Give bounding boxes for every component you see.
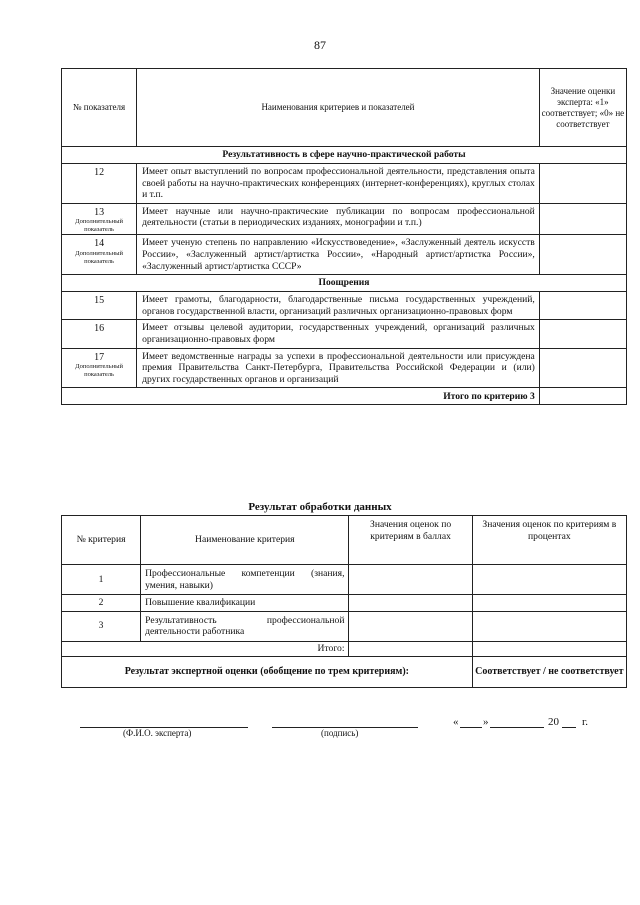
row-sub: Дополнительный показатель xyxy=(75,249,123,265)
itogo-points-cell[interactable] xyxy=(349,641,472,656)
header-num: № показателя xyxy=(62,69,137,147)
row-num: 16 xyxy=(94,323,105,335)
table-row xyxy=(62,235,627,275)
criterion-num: 3 xyxy=(62,611,141,641)
expert-result-label: Результат экспертной оценки (обобщение по трем критериям): xyxy=(62,656,473,687)
row-text: Имеет ведомственные награды за успехи в профессиональной деятельности или присуждена премия Правительства Санкт-Петербурга, Правительства Российской Федерации и (или) других государственных органов и организаций xyxy=(137,348,540,388)
criterion-num: 2 xyxy=(62,595,141,612)
criterion-num: 1 xyxy=(62,565,141,595)
table-row xyxy=(62,320,627,348)
results-header-points: Значения оценок по критериям в баллах xyxy=(349,516,472,565)
results-header-percent: Значения оценок по критериям в процентах xyxy=(472,516,626,565)
date-year-line[interactable] xyxy=(562,727,576,728)
percent-cell[interactable] xyxy=(472,595,626,612)
row-num: 13 xyxy=(94,206,105,218)
criterion-name: Повышение квалификации xyxy=(141,595,349,612)
table-row xyxy=(62,565,627,595)
table-row xyxy=(62,164,627,204)
percent-cell[interactable] xyxy=(472,565,626,595)
score-cell[interactable] xyxy=(539,235,626,275)
criteria-header-row xyxy=(62,69,627,147)
date-year-suffix: г. xyxy=(582,716,589,728)
row-num: 17 xyxy=(94,351,105,363)
sign-label: (подпись) xyxy=(321,728,359,738)
page-number: 87 xyxy=(314,38,326,52)
itogo-label: Итого: xyxy=(62,641,349,656)
score-cell[interactable] xyxy=(539,320,626,348)
results-header-name: Наименование критерия xyxy=(141,516,349,565)
date-month-line[interactable] xyxy=(490,727,544,728)
table-row xyxy=(62,203,627,235)
score-cell[interactable] xyxy=(539,203,626,235)
row-text: Имеет ученую степень по направлению «Искусствоведение», «Заслуженный деятель искусств России», «Заслуженный артист/артистка России», «Народный артист/артистка России», «Заслуженный артист/артистка СССР» xyxy=(137,235,540,275)
header-value: Значение оценки эксперта: «1» соответствует; «0» не соответствует xyxy=(539,69,626,147)
criterion-name: Результативность профессиональной деятельности работника xyxy=(141,611,349,641)
total-cell[interactable] xyxy=(539,388,626,405)
date-year-prefix: 20 xyxy=(548,716,559,728)
row-text: Имеет грамоты, благодарности, благодарственные письма государственных учреждений, органов государственной власти, организаций различных организационно-правовых форм xyxy=(137,292,540,320)
row-num: 14 xyxy=(94,238,105,250)
row-num: 12 xyxy=(94,167,105,178)
row-sub: Дополнительный показатель xyxy=(75,218,123,234)
itogo-percent-cell[interactable] xyxy=(472,641,626,656)
percent-cell[interactable] xyxy=(472,611,626,641)
date-open-quote: « xyxy=(453,716,459,728)
compliance-cell: Соответствует / не соответствует xyxy=(472,656,626,687)
row-num: 15 xyxy=(94,295,105,307)
table-row xyxy=(62,348,627,388)
section-title: Результативность в сфере научно-практической работы xyxy=(62,147,627,164)
table-row xyxy=(62,595,627,612)
points-cell[interactable] xyxy=(349,595,472,612)
points-cell[interactable] xyxy=(349,611,472,641)
results-table xyxy=(61,515,627,688)
row-text: Имеет отзывы целевой аудитории, государственных учреждений, организаций различных организационно-правовых форм xyxy=(137,320,540,348)
row-text: Имеет опыт выступлений по вопросам профессиональной деятельности, представления опыта своей работы на научно-практических конференциях (интернет-конференциях), круглых столах и т.п. xyxy=(137,164,540,204)
row-sub: Дополнительный показатель xyxy=(75,363,123,379)
table-row xyxy=(62,611,627,641)
date-day-line[interactable] xyxy=(460,727,482,728)
date-close-quote: » xyxy=(483,716,489,728)
score-cell[interactable] xyxy=(539,292,626,320)
points-cell[interactable] xyxy=(349,565,472,595)
section-title: Поощрения xyxy=(62,275,627,292)
results-header-row xyxy=(62,516,627,565)
header-name: Наименования критериев и показателей xyxy=(137,69,540,147)
results-header-num: № критерия xyxy=(62,516,141,565)
criteria-table xyxy=(61,68,627,405)
row-text: Имеет научные или научно-практические публикации по вопросам профессиональной деятельности (статьи в периодических изданиях, монографии и т.п.) xyxy=(137,203,540,235)
total-label: Итого по критерию 3 xyxy=(62,388,540,405)
results-title: Результат обработки данных xyxy=(248,501,392,513)
fio-label: (Ф.И.О. эксперта) xyxy=(123,728,192,738)
score-cell[interactable] xyxy=(539,348,626,388)
criterion-name: Профессиональные компетенции (знания, умения, навыки) xyxy=(141,565,349,595)
score-cell[interactable] xyxy=(539,164,626,204)
table-row xyxy=(62,292,627,320)
